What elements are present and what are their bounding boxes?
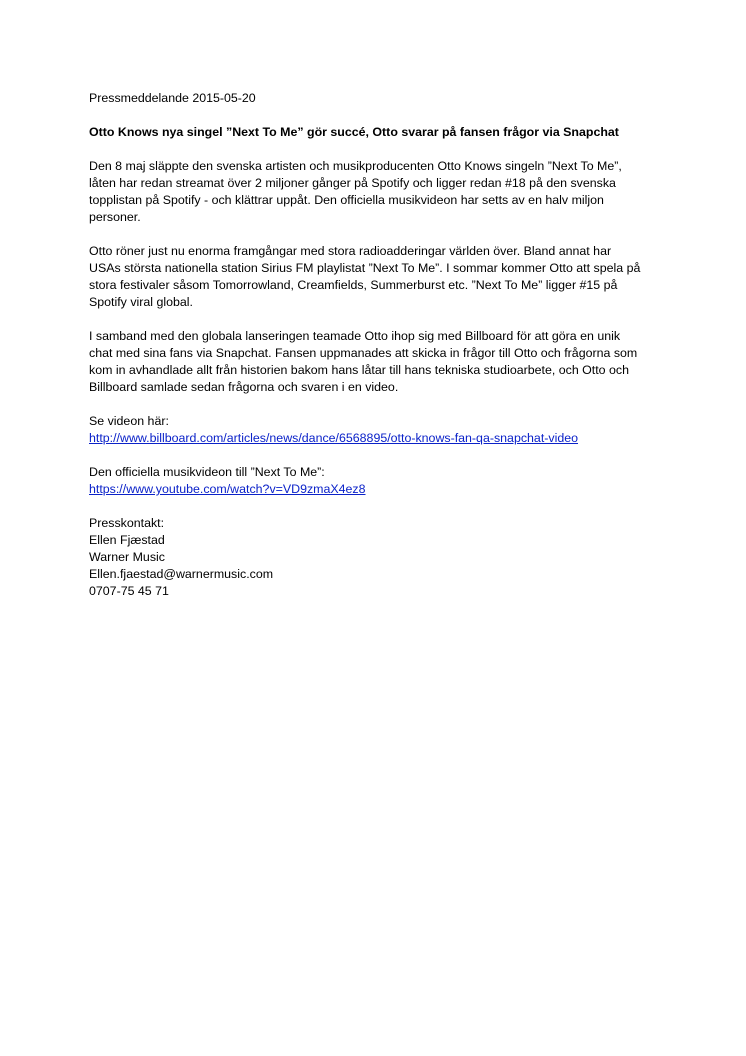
contact-heading: Presskontakt:: [89, 516, 165, 530]
contact-phone: 0707-75 45 71: [89, 584, 169, 598]
video-section: [89, 413, 669, 447]
billboard-video-link[interactable]: http://www.billboard.com/articles/news/dance/6568895/otto-knows-fan-qa-snapchat-video: [89, 431, 579, 445]
headline-block: [89, 124, 669, 141]
paragraph-line: Otto röner just nu enorma framgångar med stora radioadderingar världen över. Bland annat har: [89, 244, 612, 258]
paragraph-3: [89, 328, 669, 396]
paragraph-line: topplistan på Spotify - och klättrar uppåt. Den officiella musikvideon har setts av en halv miljon: [89, 193, 604, 207]
youtube-video-link[interactable]: https://www.youtube.com/watch?v=VD9zmaX4ez8: [89, 482, 366, 496]
press-release-page: [89, 90, 669, 617]
paragraph-line: chat med sina fans via Snapchat. Fansen uppmanades att skicka in frågor till Otto och frågorna som: [89, 346, 638, 360]
paragraph-line: stora festivaler såsom Tomorrowland, Creamfields, Summerburst etc. ”Next To Me” ligger #15 på: [89, 278, 618, 292]
paragraph-1: [89, 158, 669, 226]
paragraph-line: personer.: [89, 210, 141, 224]
contact-email: Ellen.fjaestad@warnermusic.com: [89, 567, 274, 581]
date-line: Pressmeddelande 2015-05-20: [89, 91, 256, 105]
paragraph-2: [89, 243, 669, 311]
paragraph-line: Spotify viral global.: [89, 295, 193, 309]
paragraph-line: I samband med den globala lanseringen teamade Otto ihop sig med Billboard för att göra en unik: [89, 329, 621, 343]
paragraph-line: Den 8 maj släppte den svenska artisten och musikproducenten Otto Knows singeln ”Next To Me”,: [89, 159, 622, 173]
paragraph-line: USAs största nationella station Sirius FM playlistat ”Next To Me”. I sommar kommer Otto att spela på: [89, 261, 641, 275]
paragraph-line: låten har redan streamat över 2 miljoner gånger på Spotify och ligger redan #18 på den svenska: [89, 176, 616, 190]
headline: Otto Knows nya singel ”Next To Me” gör succé, Otto svarar på fansen frågor via Snapchat: [89, 125, 619, 139]
contact-name: Ellen Fjæstad: [89, 533, 165, 547]
paragraph-line: Billboard samlade sedan frågorna och svaren i en video.: [89, 380, 399, 394]
video-label: Se videon här:: [89, 414, 169, 428]
musicvideo-section: [89, 464, 669, 498]
press-contact-section: [89, 515, 669, 600]
paragraph-line: kom in avhandlade allt från historien bakom hans låtar till hans tekniska studioarbete, och Otto och: [89, 363, 629, 377]
musicvideo-label: Den officiella musikvideon till ”Next To Me”:: [89, 465, 325, 479]
date-line-block: [89, 90, 669, 107]
contact-company: Warner Music: [89, 550, 165, 564]
